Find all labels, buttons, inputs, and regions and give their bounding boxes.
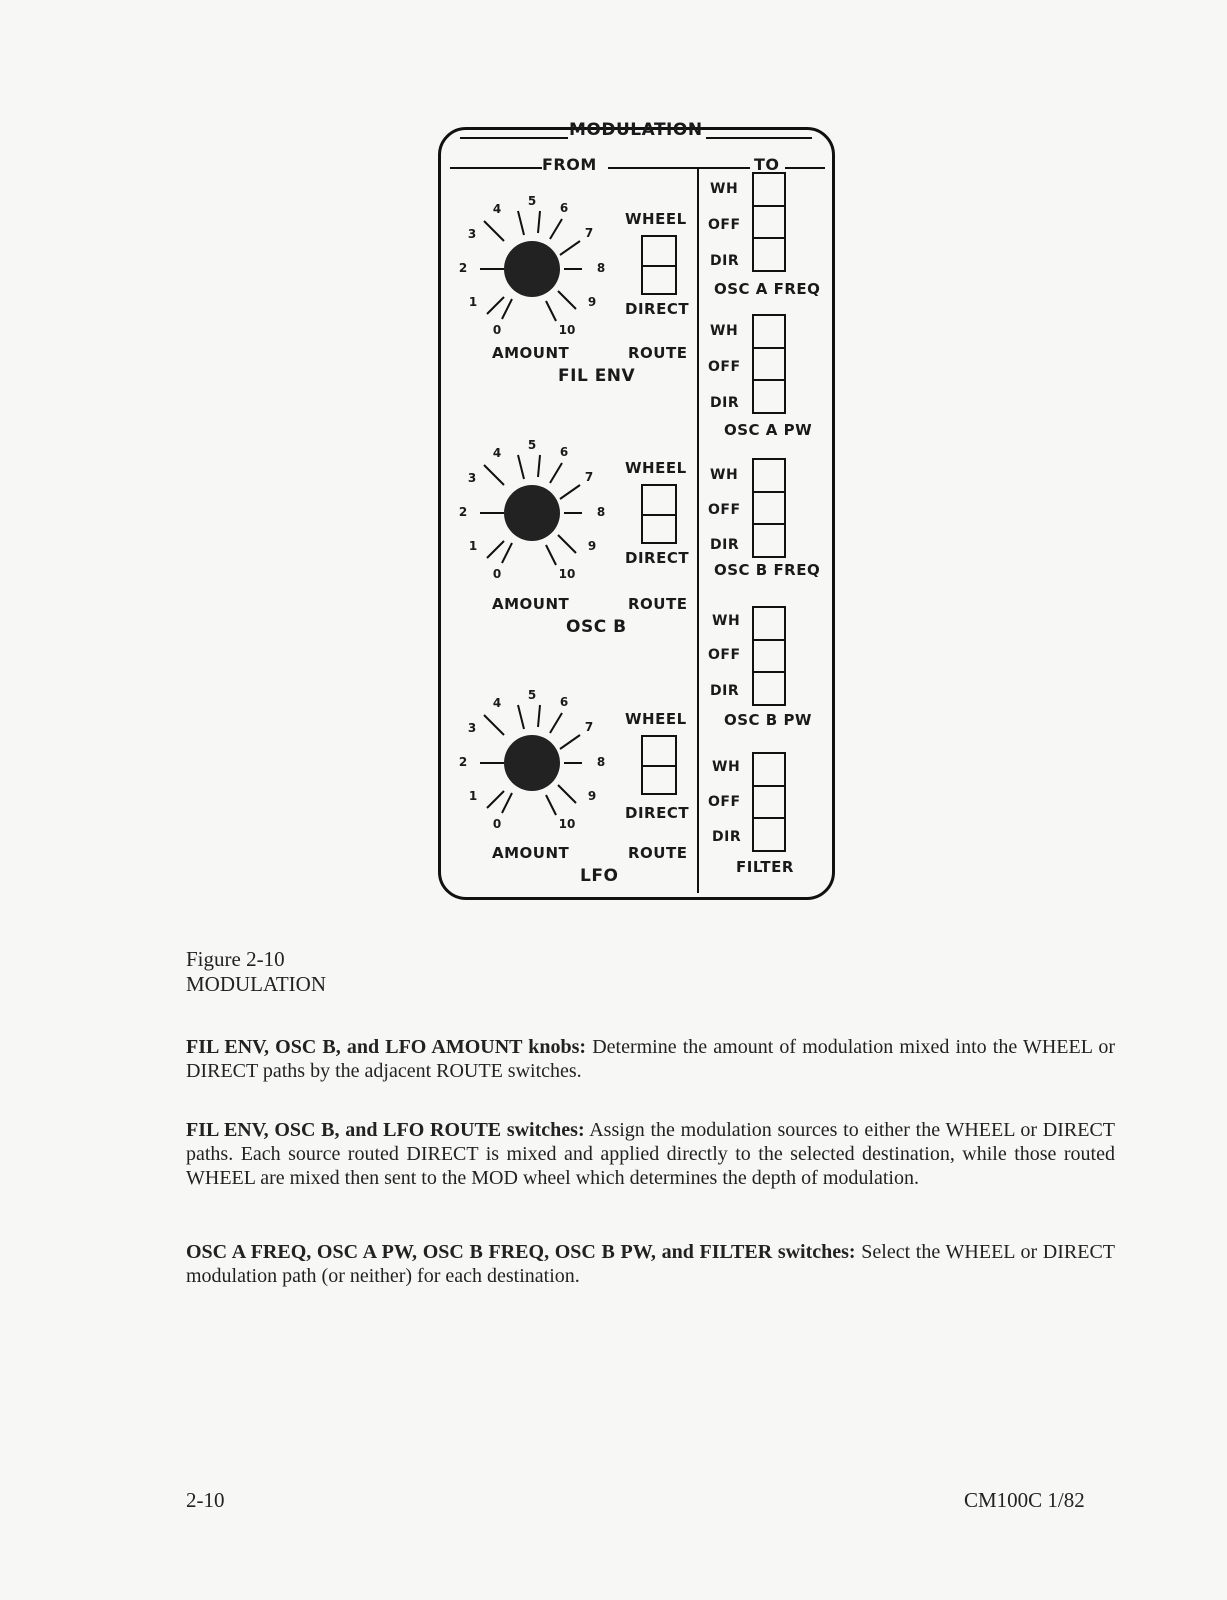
position-wh: WH — [710, 181, 739, 197]
knob-scale-3: 3 — [467, 471, 477, 485]
knob-scale-8: 8 — [596, 505, 606, 519]
position-dir: DIR — [710, 395, 740, 411]
figure-number: Figure 2-10 — [186, 947, 285, 971]
fil-env-name: FIL ENV — [558, 366, 636, 386]
knob-scale-9: 9 — [587, 789, 597, 803]
knob-scale-1: 1 — [468, 295, 478, 309]
page-number: 2-10 — [186, 1488, 225, 1512]
from-rule-right — [608, 167, 750, 169]
knob-scale-1: 1 — [468, 539, 478, 553]
fil-env-route-label: ROUTE — [628, 344, 688, 362]
osc-b-pw-switch[interactable] — [752, 606, 786, 706]
osc-b-route-switch[interactable] — [641, 484, 677, 544]
osc-b-wheel-label: WHEEL — [625, 459, 687, 477]
lfo-amount-label: AMOUNT — [492, 844, 570, 862]
fil-env-amount-label: AMOUNT — [492, 344, 570, 362]
knob-scale-4: 4 — [492, 446, 502, 460]
paragraph-lead: OSC A FREQ, OSC A PW, OSC B FREQ, OSC B PW, and FILTER switches: — [186, 1241, 856, 1263]
position-wh: WH — [712, 759, 741, 775]
position-off: OFF — [708, 502, 741, 518]
paragraph-text: Determine the amount of modulation mixed into the WHEEL or DIRECT paths by the adjacent ROUTE switches. — [186, 1036, 1115, 1082]
knob-scale-0: 0 — [492, 323, 502, 337]
figure-title: MODULATION — [186, 972, 326, 996]
osc-a-pw-switch[interactable] — [752, 314, 786, 414]
knob-scale-4: 4 — [492, 202, 502, 216]
from-label: FROM — [542, 155, 597, 174]
position-wh: WH — [710, 467, 739, 483]
position-dir: DIR — [710, 537, 740, 553]
knob-scale-9: 9 — [587, 295, 597, 309]
document-id: CM100C 1/82 — [964, 1488, 1085, 1512]
lfo-wheel-label: WHEEL — [625, 710, 687, 728]
panel-title: MODULATION — [569, 120, 703, 140]
osc-b-route-label: ROUTE — [628, 595, 688, 613]
from-to-divider — [697, 168, 699, 893]
knob-scale-8: 8 — [596, 261, 606, 275]
lfo-route-switch[interactable] — [641, 735, 677, 795]
title-rule-left — [460, 137, 568, 139]
to-label: TO — [754, 155, 780, 174]
fil-env-wheel-label: WHEEL — [625, 210, 687, 228]
lfo-direct-label: DIRECT — [625, 804, 690, 822]
position-off: OFF — [708, 647, 741, 663]
lfo-name: LFO — [580, 866, 619, 886]
from-rule-left — [450, 167, 542, 169]
knob-scale-6: 6 — [559, 695, 569, 709]
knob-scale-2: 2 — [458, 755, 468, 769]
osc-b-knob-ticks — [452, 433, 612, 593]
osc-a-pw-label: OSC A PW — [724, 421, 813, 439]
paragraph-lead: FIL ENV, OSC B, and LFO AMOUNT knobs: — [186, 1036, 587, 1058]
to-rule-right — [785, 167, 825, 169]
filter-switch[interactable] — [752, 752, 786, 852]
osc-b-pw-label: OSC B PW — [724, 711, 812, 729]
position-off: OFF — [708, 359, 741, 375]
position-off: OFF — [708, 794, 741, 810]
position-wh: WH — [712, 613, 741, 629]
paragraph-route-switches — [186, 1118, 1115, 1190]
paragraph-amount-knobs — [186, 1035, 1115, 1083]
fil-env-knob-ticks — [452, 189, 612, 349]
knob-scale-7: 7 — [584, 720, 594, 734]
paragraph-text: Select the WHEEL or DIRECT modulation path (or neither) for each destination. — [186, 1241, 1116, 1287]
position-dir: DIR — [710, 683, 740, 699]
knob-scale-10: 10 — [558, 817, 576, 831]
knob-scale-3: 3 — [467, 227, 477, 241]
knob-scale-10: 10 — [558, 323, 576, 337]
knob-scale-5: 5 — [527, 194, 537, 208]
knob-scale-5: 5 — [527, 438, 537, 452]
position-wh: WH — [710, 323, 739, 339]
osc-b-amount-label: AMOUNT — [492, 595, 570, 613]
knob-scale-9: 9 — [587, 539, 597, 553]
lfo-knob-ticks — [452, 683, 612, 843]
knob-scale-2: 2 — [458, 505, 468, 519]
knob-scale-6: 6 — [559, 445, 569, 459]
knob-scale-0: 0 — [492, 817, 502, 831]
filter-label: FILTER — [736, 858, 794, 876]
knob-scale-5: 5 — [527, 688, 537, 702]
position-dir: DIR — [712, 829, 742, 845]
knob-scale-4: 4 — [492, 696, 502, 710]
lfo-route-label: ROUTE — [628, 844, 688, 862]
knob-scale-7: 7 — [584, 470, 594, 484]
knob-scale-7: 7 — [584, 226, 594, 240]
position-dir: DIR — [710, 253, 740, 269]
title-rule-right — [706, 137, 812, 139]
paragraph-destination-switches — [186, 1240, 1115, 1288]
osc-a-freq-switch[interactable] — [752, 172, 786, 272]
knob-scale-10: 10 — [558, 567, 576, 581]
knob-scale-0: 0 — [492, 567, 502, 581]
knob-scale-2: 2 — [458, 261, 468, 275]
osc-b-freq-label: OSC B FREQ — [714, 561, 821, 579]
fil-env-route-switch[interactable] — [641, 235, 677, 295]
osc-a-freq-label: OSC A FREQ — [714, 280, 821, 298]
osc-b-freq-switch[interactable] — [752, 458, 786, 558]
paragraph-lead: FIL ENV, OSC B, and LFO ROUTE switches: — [186, 1119, 585, 1141]
knob-scale-1: 1 — [468, 789, 478, 803]
fil-env-direct-label: DIRECT — [625, 300, 690, 318]
osc-b-direct-label: DIRECT — [625, 549, 690, 567]
position-off: OFF — [708, 217, 741, 233]
paragraph-text: Assign the modulation sources to either the WHEEL or DIRECT paths. Each source routed DIRECT is mixed and applied directly to the selected destination, while those routed WHEEL are mixed then sent to the MOD wheel which determines the depth of modulation. — [186, 1119, 1116, 1189]
knob-scale-3: 3 — [467, 721, 477, 735]
osc-b-name: OSC B — [566, 617, 627, 637]
knob-scale-6: 6 — [559, 201, 569, 215]
knob-scale-8: 8 — [596, 755, 606, 769]
